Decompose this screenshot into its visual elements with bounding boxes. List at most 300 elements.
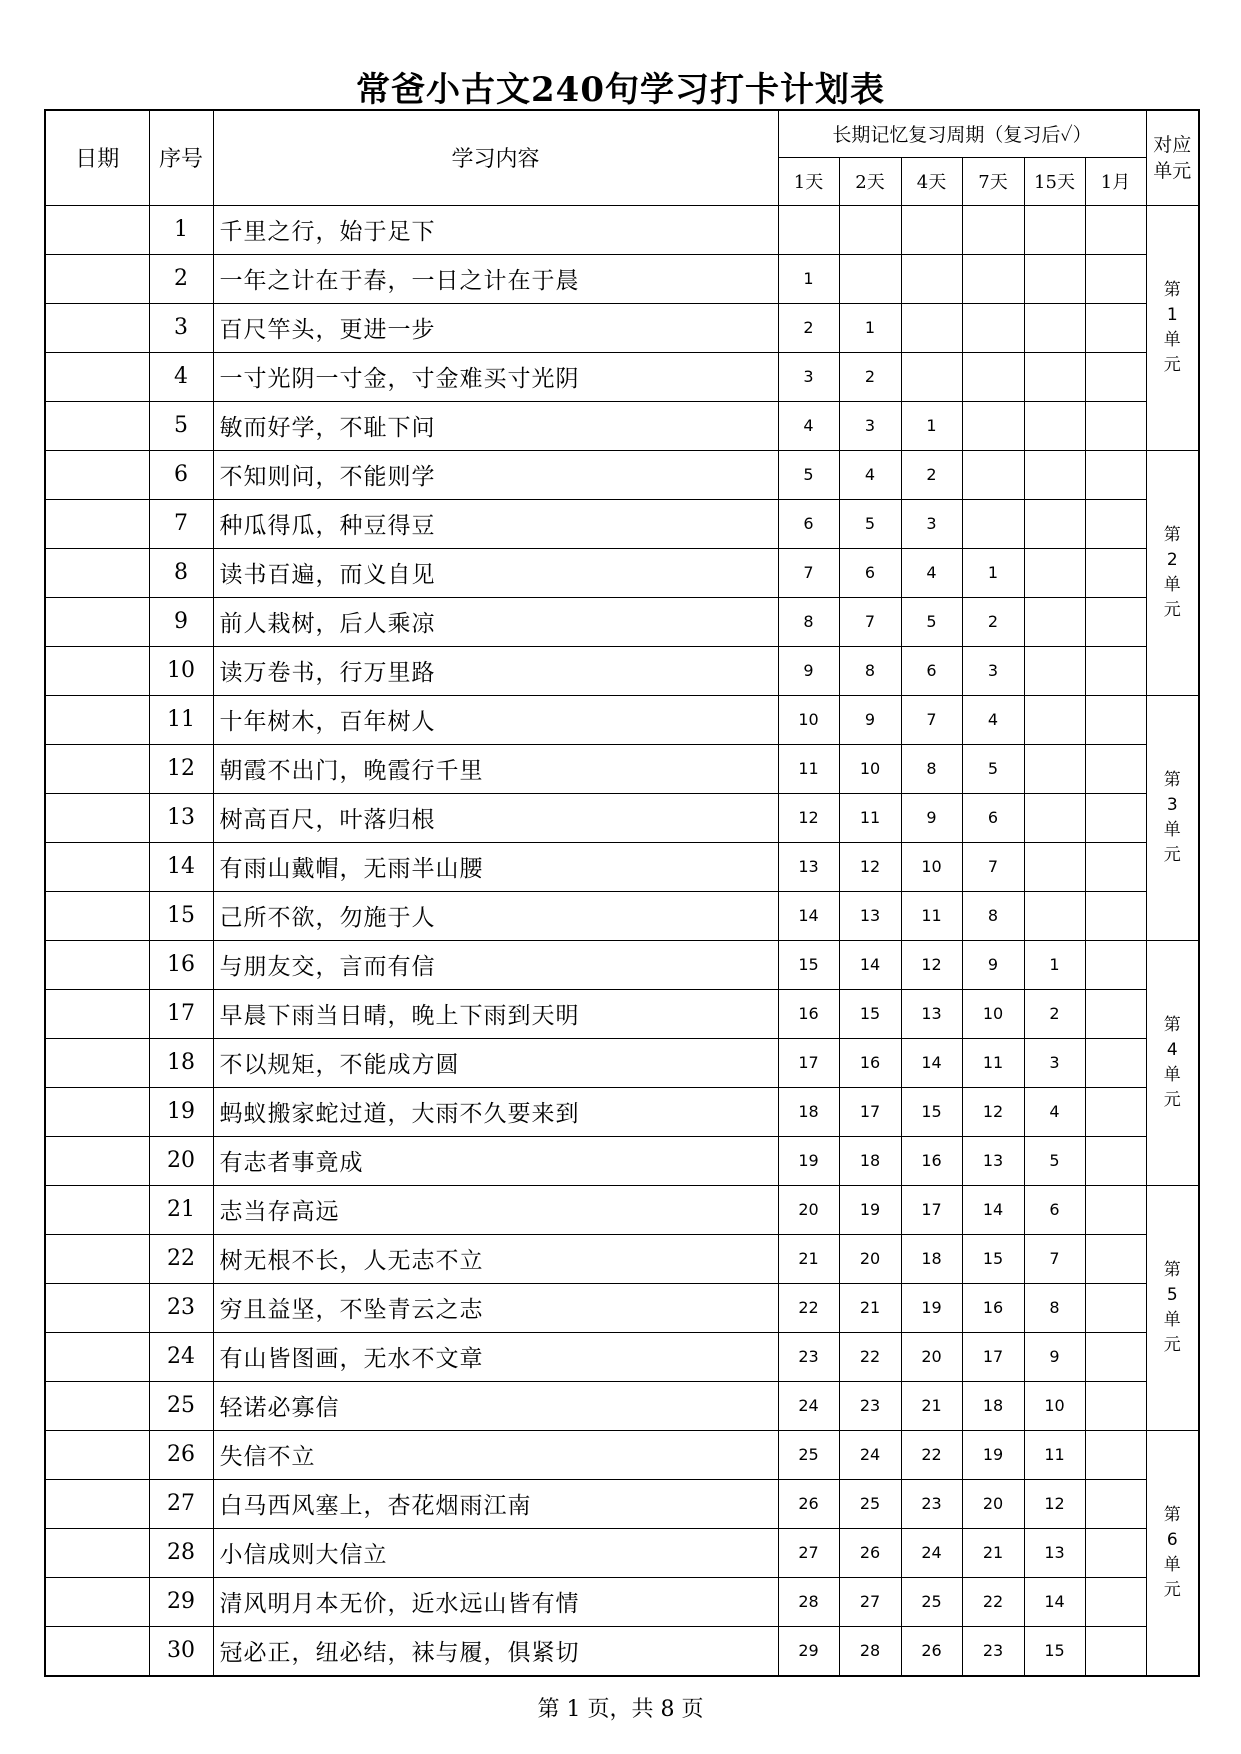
content-cell: 一年之计在于春，一日之计在于晨 bbox=[213, 254, 778, 303]
header-date: 日期 bbox=[45, 110, 149, 205]
date-cell[interactable] bbox=[45, 1283, 149, 1332]
review-cell[interactable]: 19 bbox=[778, 1136, 839, 1185]
seq-cell: 22 bbox=[149, 1234, 213, 1283]
page-footer: 第 1 页，共 8 页 bbox=[537, 1697, 704, 1722]
content-cell: 读万卷书，行万里路 bbox=[213, 646, 778, 695]
review-cell[interactable]: 1 bbox=[901, 401, 962, 450]
review-cell[interactable] bbox=[1085, 1234, 1146, 1283]
review-cell[interactable] bbox=[901, 352, 962, 401]
review-cell[interactable] bbox=[962, 205, 1024, 254]
review-cell[interactable]: 8 bbox=[901, 744, 962, 793]
review-cell[interactable] bbox=[1085, 597, 1146, 646]
review-cell[interactable]: 10 bbox=[1024, 1381, 1085, 1430]
review-cell[interactable]: 14 bbox=[1024, 1577, 1085, 1626]
content-cell: 前人栽树，后人乘凉 bbox=[213, 597, 778, 646]
unit-cell bbox=[1146, 1185, 1199, 1430]
review-cell[interactable]: 9 bbox=[1024, 1332, 1085, 1381]
review-cell[interactable]: 23 bbox=[778, 1332, 839, 1381]
review-cell[interactable] bbox=[1085, 401, 1146, 450]
date-cell[interactable] bbox=[45, 1626, 149, 1676]
date-cell[interactable] bbox=[45, 891, 149, 940]
review-cell[interactable]: 5 bbox=[839, 499, 901, 548]
review-cell[interactable]: 2 bbox=[1024, 989, 1085, 1038]
date-cell[interactable] bbox=[45, 646, 149, 695]
review-cell[interactable]: 3 bbox=[901, 499, 962, 548]
header-seq: 序号 bbox=[149, 110, 213, 205]
content-cell: 蚂蚁搬家蛇过道，大雨不久要来到 bbox=[213, 1087, 778, 1136]
review-cell[interactable]: 18 bbox=[901, 1234, 962, 1283]
review-cell[interactable] bbox=[1024, 744, 1085, 793]
review-cell[interactable]: 24 bbox=[839, 1430, 901, 1479]
review-cell[interactable]: 1 bbox=[778, 254, 839, 303]
date-cell[interactable] bbox=[45, 352, 149, 401]
review-cell[interactable] bbox=[1085, 891, 1146, 940]
review-cell[interactable]: 12 bbox=[839, 842, 901, 891]
review-cell[interactable] bbox=[1085, 1087, 1146, 1136]
content-cell: 冠必正，纽必结，袜与履，俱紧切 bbox=[213, 1626, 778, 1676]
review-cell[interactable]: 11 bbox=[1024, 1430, 1085, 1479]
date-cell[interactable] bbox=[45, 1430, 149, 1479]
review-cell[interactable]: 6 bbox=[901, 646, 962, 695]
seq-cell: 30 bbox=[149, 1626, 213, 1676]
review-cell[interactable]: 16 bbox=[901, 1136, 962, 1185]
review-cell[interactable] bbox=[962, 450, 1024, 499]
review-cell[interactable]: 8 bbox=[839, 646, 901, 695]
date-cell[interactable] bbox=[45, 940, 149, 989]
review-cell[interactable]: 3 bbox=[1024, 1038, 1085, 1087]
seq-cell: 28 bbox=[149, 1528, 213, 1577]
header-content: 学习内容 bbox=[213, 110, 778, 205]
review-cell[interactable] bbox=[1085, 1283, 1146, 1332]
review-cell[interactable]: 23 bbox=[901, 1479, 962, 1528]
table-row bbox=[45, 1430, 1199, 1479]
review-cell[interactable] bbox=[1024, 597, 1085, 646]
content-cell: 树无根不长，人无志不立 bbox=[213, 1234, 778, 1283]
date-cell[interactable] bbox=[45, 744, 149, 793]
review-cell[interactable]: 21 bbox=[901, 1381, 962, 1430]
date-cell[interactable] bbox=[45, 1087, 149, 1136]
review-cell[interactable]: 17 bbox=[901, 1185, 962, 1234]
review-cell[interactable]: 10 bbox=[839, 744, 901, 793]
seq-cell: 29 bbox=[149, 1577, 213, 1626]
review-cell[interactable] bbox=[962, 352, 1024, 401]
seq-cell: 14 bbox=[149, 842, 213, 891]
review-cell[interactable]: 11 bbox=[839, 793, 901, 842]
date-cell[interactable] bbox=[45, 548, 149, 597]
review-cell[interactable]: 22 bbox=[962, 1577, 1024, 1626]
unit-label-char: 元 bbox=[1163, 599, 1181, 620]
review-cell[interactable]: 17 bbox=[839, 1087, 901, 1136]
review-cell[interactable] bbox=[1024, 254, 1085, 303]
review-cell[interactable]: 25 bbox=[839, 1479, 901, 1528]
review-cell[interactable]: 11 bbox=[901, 891, 962, 940]
content-cell: 树高百尺，叶落归根 bbox=[213, 793, 778, 842]
review-cell[interactable]: 26 bbox=[778, 1479, 839, 1528]
date-cell[interactable] bbox=[45, 842, 149, 891]
review-cell[interactable]: 11 bbox=[778, 744, 839, 793]
review-cell[interactable]: 14 bbox=[962, 1185, 1024, 1234]
unit-label-char: 6 bbox=[1166, 1529, 1178, 1550]
review-cell[interactable] bbox=[962, 499, 1024, 548]
review-cell[interactable] bbox=[1024, 548, 1085, 597]
table-row bbox=[45, 1136, 1199, 1185]
review-cell[interactable]: 1 bbox=[839, 303, 901, 352]
review-cell[interactable] bbox=[1024, 842, 1085, 891]
date-cell[interactable] bbox=[45, 1528, 149, 1577]
review-cell[interactable]: 5 bbox=[962, 744, 1024, 793]
review-cell[interactable]: 15 bbox=[839, 989, 901, 1038]
review-cell[interactable]: 4 bbox=[901, 548, 962, 597]
review-cell[interactable]: 15 bbox=[901, 1087, 962, 1136]
review-cell[interactable]: 23 bbox=[962, 1626, 1024, 1676]
table-row bbox=[45, 401, 1199, 450]
review-cell[interactable]: 12 bbox=[778, 793, 839, 842]
review-cell[interactable]: 16 bbox=[778, 989, 839, 1038]
review-cell[interactable]: 20 bbox=[962, 1479, 1024, 1528]
review-cell[interactable] bbox=[1024, 793, 1085, 842]
table-row bbox=[45, 842, 1199, 891]
content-cell: 敏而好学，不耻下问 bbox=[213, 401, 778, 450]
review-cell[interactable] bbox=[901, 205, 962, 254]
review-cell[interactable] bbox=[839, 254, 901, 303]
review-cell[interactable]: 7 bbox=[962, 842, 1024, 891]
date-cell[interactable] bbox=[45, 1381, 149, 1430]
seq-cell: 21 bbox=[149, 1185, 213, 1234]
date-cell[interactable] bbox=[45, 597, 149, 646]
review-cell[interactable]: 26 bbox=[901, 1626, 962, 1676]
unit-label-char: 元 bbox=[1163, 1334, 1181, 1355]
unit-label-char: 元 bbox=[1163, 354, 1181, 375]
review-cell[interactable] bbox=[1024, 646, 1085, 695]
date-cell[interactable] bbox=[45, 1577, 149, 1626]
review-cell[interactable] bbox=[1085, 695, 1146, 744]
review-cell[interactable]: 21 bbox=[778, 1234, 839, 1283]
unit-cell bbox=[1146, 205, 1199, 450]
review-cell[interactable]: 6 bbox=[962, 793, 1024, 842]
content-cell: 穷且益坚，不坠青云之志 bbox=[213, 1283, 778, 1332]
review-cell[interactable]: 16 bbox=[839, 1038, 901, 1087]
review-cell[interactable]: 1 bbox=[1024, 940, 1085, 989]
review-cell[interactable]: 22 bbox=[839, 1332, 901, 1381]
review-cell[interactable]: 7 bbox=[901, 695, 962, 744]
review-cell[interactable] bbox=[1085, 1528, 1146, 1577]
seq-cell: 23 bbox=[149, 1283, 213, 1332]
header-review-day: 1天 bbox=[778, 157, 839, 205]
review-cell[interactable]: 6 bbox=[839, 548, 901, 597]
table-row bbox=[45, 352, 1199, 401]
date-cell[interactable] bbox=[45, 450, 149, 499]
content-cell: 清风明月本无价，近水远山皆有情 bbox=[213, 1577, 778, 1626]
review-cell[interactable]: 8 bbox=[1024, 1283, 1085, 1332]
review-cell[interactable] bbox=[1085, 744, 1146, 793]
review-cell[interactable] bbox=[1085, 940, 1146, 989]
review-cell[interactable]: 4 bbox=[1024, 1087, 1085, 1136]
date-cell[interactable] bbox=[45, 1479, 149, 1528]
seq-cell: 12 bbox=[149, 744, 213, 793]
review-cell[interactable]: 6 bbox=[1024, 1185, 1085, 1234]
content-cell: 志当存高远 bbox=[213, 1185, 778, 1234]
review-cell[interactable] bbox=[962, 254, 1024, 303]
table-row bbox=[45, 205, 1199, 254]
table-row bbox=[45, 1038, 1199, 1087]
table-row bbox=[45, 1577, 1199, 1626]
review-cell[interactable] bbox=[1085, 1185, 1146, 1234]
review-cell[interactable]: 14 bbox=[901, 1038, 962, 1087]
unit-label-char: 第 bbox=[1163, 1259, 1181, 1280]
seq-cell: 18 bbox=[149, 1038, 213, 1087]
review-cell[interactable] bbox=[1024, 450, 1085, 499]
review-cell[interactable] bbox=[1085, 1479, 1146, 1528]
review-cell[interactable] bbox=[901, 303, 962, 352]
review-cell[interactable] bbox=[839, 205, 901, 254]
review-cell[interactable]: 2 bbox=[839, 352, 901, 401]
review-cell[interactable]: 20 bbox=[901, 1332, 962, 1381]
table-row bbox=[45, 254, 1199, 303]
seq-cell: 17 bbox=[149, 989, 213, 1038]
table-row bbox=[45, 1332, 1199, 1381]
review-cell[interactable]: 27 bbox=[839, 1577, 901, 1626]
header-review-day: 7天 bbox=[962, 157, 1024, 205]
content-cell: 一寸光阴一寸金，寸金难买寸光阴 bbox=[213, 352, 778, 401]
unit-label-char: 元 bbox=[1163, 1579, 1181, 1600]
unit-label-char: 第 bbox=[1163, 1504, 1181, 1525]
content-cell: 不知则问，不能则学 bbox=[213, 450, 778, 499]
review-cell[interactable]: 3 bbox=[839, 401, 901, 450]
seq-cell: 4 bbox=[149, 352, 213, 401]
seq-cell: 15 bbox=[149, 891, 213, 940]
review-cell[interactable] bbox=[1085, 1136, 1146, 1185]
review-cell[interactable] bbox=[1024, 695, 1085, 744]
review-cell[interactable]: 10 bbox=[962, 989, 1024, 1038]
review-cell[interactable]: 22 bbox=[901, 1430, 962, 1479]
review-cell[interactable] bbox=[1085, 1626, 1146, 1676]
unit-label-char: 单 bbox=[1163, 574, 1181, 595]
review-cell[interactable]: 21 bbox=[962, 1528, 1024, 1577]
review-cell[interactable] bbox=[1024, 352, 1085, 401]
table-row bbox=[45, 891, 1199, 940]
unit-cell bbox=[1146, 1430, 1199, 1676]
date-cell[interactable] bbox=[45, 1185, 149, 1234]
review-cell[interactable]: 12 bbox=[901, 940, 962, 989]
review-cell[interactable] bbox=[1085, 1038, 1146, 1087]
review-cell[interactable]: 14 bbox=[778, 891, 839, 940]
unit-cell bbox=[1146, 940, 1199, 1185]
review-cell[interactable]: 7 bbox=[1024, 1234, 1085, 1283]
review-cell[interactable] bbox=[1085, 205, 1146, 254]
review-cell[interactable] bbox=[1024, 205, 1085, 254]
review-cell[interactable] bbox=[1085, 254, 1146, 303]
review-cell[interactable]: 2 bbox=[962, 597, 1024, 646]
unit-label-char: 单 bbox=[1163, 1309, 1181, 1330]
review-cell[interactable] bbox=[1085, 1332, 1146, 1381]
review-cell[interactable]: 19 bbox=[901, 1283, 962, 1332]
review-cell[interactable] bbox=[1085, 989, 1146, 1038]
content-cell: 与朋友交，言而有信 bbox=[213, 940, 778, 989]
review-cell[interactable] bbox=[1024, 303, 1085, 352]
review-cell[interactable]: 8 bbox=[778, 597, 839, 646]
review-cell[interactable]: 28 bbox=[778, 1577, 839, 1626]
review-cell[interactable]: 20 bbox=[778, 1185, 839, 1234]
unit-cell bbox=[1146, 450, 1199, 695]
review-cell[interactable]: 18 bbox=[778, 1087, 839, 1136]
review-cell[interactable]: 9 bbox=[901, 793, 962, 842]
unit-label-char: 第 bbox=[1163, 769, 1181, 790]
review-cell[interactable]: 12 bbox=[962, 1087, 1024, 1136]
review-cell[interactable]: 11 bbox=[962, 1038, 1024, 1087]
review-cell[interactable]: 24 bbox=[901, 1528, 962, 1577]
review-cell[interactable]: 13 bbox=[778, 842, 839, 891]
review-cell[interactable]: 29 bbox=[778, 1626, 839, 1676]
unit-label-char: 单 bbox=[1163, 1064, 1181, 1085]
header-review-day: 2天 bbox=[839, 157, 901, 205]
content-cell: 读书百遍，而义自见 bbox=[213, 548, 778, 597]
review-cell[interactable]: 2 bbox=[778, 303, 839, 352]
date-cell[interactable] bbox=[45, 499, 149, 548]
review-cell[interactable] bbox=[1085, 352, 1146, 401]
review-cell[interactable] bbox=[1085, 1381, 1146, 1430]
review-cell[interactable]: 8 bbox=[962, 891, 1024, 940]
review-cell[interactable]: 24 bbox=[778, 1381, 839, 1430]
review-cell[interactable]: 9 bbox=[962, 940, 1024, 989]
review-cell[interactable] bbox=[1085, 499, 1146, 548]
content-cell: 有志者事竟成 bbox=[213, 1136, 778, 1185]
content-cell: 不以规矩，不能成方圆 bbox=[213, 1038, 778, 1087]
seq-cell: 25 bbox=[149, 1381, 213, 1430]
review-cell[interactable]: 13 bbox=[901, 989, 962, 1038]
review-cell[interactable] bbox=[1024, 891, 1085, 940]
review-cell[interactable] bbox=[1024, 499, 1085, 548]
seq-cell: 1 bbox=[149, 205, 213, 254]
content-cell: 己所不欲，勿施于人 bbox=[213, 891, 778, 940]
date-cell[interactable] bbox=[45, 205, 149, 254]
review-cell[interactable]: 5 bbox=[901, 597, 962, 646]
review-cell[interactable]: 2 bbox=[901, 450, 962, 499]
review-cell[interactable]: 5 bbox=[1024, 1136, 1085, 1185]
review-cell[interactable]: 6 bbox=[778, 499, 839, 548]
review-cell[interactable]: 4 bbox=[778, 401, 839, 450]
seq-cell: 2 bbox=[149, 254, 213, 303]
review-cell[interactable] bbox=[1085, 1577, 1146, 1626]
review-cell[interactable]: 26 bbox=[839, 1528, 901, 1577]
review-cell[interactable]: 13 bbox=[1024, 1528, 1085, 1577]
unit-label-char: 单 bbox=[1163, 819, 1181, 840]
review-cell[interactable]: 22 bbox=[778, 1283, 839, 1332]
review-cell[interactable]: 10 bbox=[778, 695, 839, 744]
date-cell[interactable] bbox=[45, 1038, 149, 1087]
review-cell[interactable]: 7 bbox=[839, 597, 901, 646]
seq-cell: 8 bbox=[149, 548, 213, 597]
review-cell[interactable] bbox=[1085, 548, 1146, 597]
review-cell[interactable]: 17 bbox=[962, 1332, 1024, 1381]
review-cell[interactable] bbox=[901, 254, 962, 303]
table-row bbox=[45, 1283, 1199, 1332]
date-cell[interactable] bbox=[45, 1332, 149, 1381]
review-cell[interactable] bbox=[1085, 793, 1146, 842]
review-cell[interactable]: 16 bbox=[962, 1283, 1024, 1332]
review-cell[interactable]: 25 bbox=[778, 1430, 839, 1479]
review-cell[interactable]: 21 bbox=[839, 1283, 901, 1332]
table-row bbox=[45, 303, 1199, 352]
table-row bbox=[45, 597, 1199, 646]
review-cell[interactable]: 9 bbox=[839, 695, 901, 744]
header-unit: 对应单元 bbox=[1146, 110, 1199, 205]
review-cell[interactable]: 1 bbox=[962, 548, 1024, 597]
review-cell[interactable] bbox=[1085, 646, 1146, 695]
unit-label-char: 1 bbox=[1166, 304, 1178, 325]
review-cell[interactable]: 14 bbox=[839, 940, 901, 989]
review-cell[interactable]: 25 bbox=[901, 1577, 962, 1626]
date-cell[interactable] bbox=[45, 254, 149, 303]
content-cell: 千里之行，始于足下 bbox=[213, 205, 778, 254]
review-cell[interactable]: 17 bbox=[778, 1038, 839, 1087]
date-cell[interactable] bbox=[45, 989, 149, 1038]
review-cell[interactable]: 3 bbox=[778, 352, 839, 401]
review-cell[interactable]: 9 bbox=[778, 646, 839, 695]
review-cell[interactable]: 5 bbox=[778, 450, 839, 499]
seq-cell: 10 bbox=[149, 646, 213, 695]
review-cell[interactable]: 19 bbox=[962, 1430, 1024, 1479]
content-cell: 轻诺必寡信 bbox=[213, 1381, 778, 1430]
review-cell[interactable]: 28 bbox=[839, 1626, 901, 1676]
table-row bbox=[45, 1479, 1199, 1528]
date-cell[interactable] bbox=[45, 401, 149, 450]
table-row bbox=[45, 989, 1199, 1038]
seq-cell: 7 bbox=[149, 499, 213, 548]
date-cell[interactable] bbox=[45, 793, 149, 842]
table-row bbox=[45, 499, 1199, 548]
review-cell[interactable]: 4 bbox=[962, 695, 1024, 744]
date-cell[interactable] bbox=[45, 1136, 149, 1185]
table-row bbox=[45, 450, 1199, 499]
review-cell[interactable]: 27 bbox=[778, 1528, 839, 1577]
review-cell[interactable] bbox=[1024, 401, 1085, 450]
seq-cell: 19 bbox=[149, 1087, 213, 1136]
seq-cell: 5 bbox=[149, 401, 213, 450]
review-cell[interactable] bbox=[1085, 1430, 1146, 1479]
review-cell[interactable] bbox=[962, 303, 1024, 352]
review-cell[interactable]: 15 bbox=[1024, 1626, 1085, 1676]
review-cell[interactable] bbox=[1085, 842, 1146, 891]
review-cell[interactable] bbox=[962, 401, 1024, 450]
header-review-group: 长期记忆复习周期（复习后✓） bbox=[778, 110, 1146, 157]
date-cell[interactable] bbox=[45, 303, 149, 352]
review-cell[interactable] bbox=[1085, 303, 1146, 352]
review-cell[interactable]: 18 bbox=[962, 1381, 1024, 1430]
review-cell[interactable]: 4 bbox=[839, 450, 901, 499]
date-cell[interactable] bbox=[45, 1234, 149, 1283]
review-cell[interactable]: 7 bbox=[778, 548, 839, 597]
review-cell[interactable]: 13 bbox=[962, 1136, 1024, 1185]
review-cell[interactable] bbox=[778, 205, 839, 254]
unit-label-char: 2 bbox=[1166, 549, 1178, 570]
date-cell[interactable] bbox=[45, 695, 149, 744]
review-cell[interactable] bbox=[1085, 450, 1146, 499]
review-cell[interactable]: 19 bbox=[839, 1185, 901, 1234]
content-cell: 有雨山戴帽，无雨半山腰 bbox=[213, 842, 778, 891]
review-cell[interactable]: 23 bbox=[839, 1381, 901, 1430]
seq-cell: 20 bbox=[149, 1136, 213, 1185]
review-cell[interactable]: 20 bbox=[839, 1234, 901, 1283]
review-cell[interactable]: 18 bbox=[839, 1136, 901, 1185]
review-cell[interactable]: 3 bbox=[962, 646, 1024, 695]
review-cell[interactable]: 10 bbox=[901, 842, 962, 891]
review-cell[interactable]: 15 bbox=[962, 1234, 1024, 1283]
review-cell[interactable]: 15 bbox=[778, 940, 839, 989]
review-cell[interactable]: 13 bbox=[839, 891, 901, 940]
content-cell: 有山皆图画，无水不文章 bbox=[213, 1332, 778, 1381]
content-cell: 百尺竿头，更进一步 bbox=[213, 303, 778, 352]
review-cell[interactable]: 12 bbox=[1024, 1479, 1085, 1528]
